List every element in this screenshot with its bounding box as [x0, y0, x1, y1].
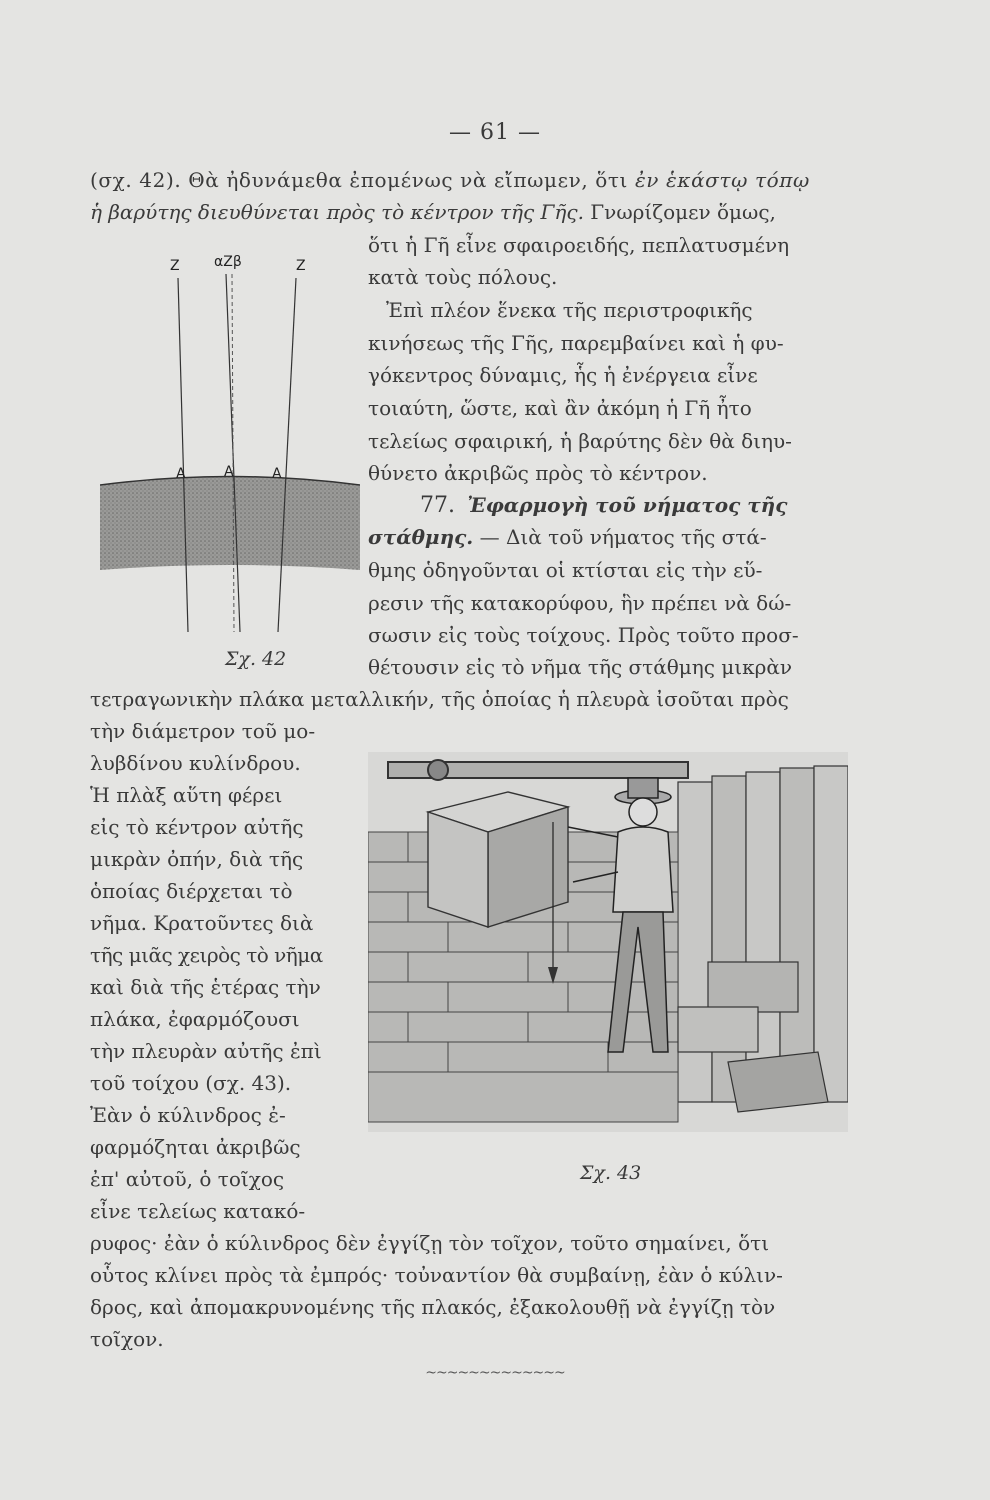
text-line: ὁποίας διέρχεται τὸ [90, 879, 293, 903]
text-line: πλάκα, ἐφαρμόζουσι [90, 1007, 300, 1031]
text-line: εἶνε τελείως κατακό- [90, 1199, 306, 1223]
text-line: μικρὰν ὀπήν, διὰ τῆς [90, 847, 304, 871]
page-number: — 61 — [449, 120, 541, 145]
text-segment: (σχ. 42). Θὰ ἠδυνάμεθα ἐπομένως νὰ εἴπωμεν, ὅτι [90, 168, 628, 192]
scaffold-beam [388, 760, 688, 780]
text-line [368, 522, 767, 552]
text-line: λυβδίνου κυλίνδρου. [90, 751, 301, 775]
text-line: Ἐὰν ὁ κύλινδρος ἐ- [90, 1103, 286, 1127]
text-line: κατὰ τοὺς πόλους. [368, 265, 558, 289]
text-segment: Γνωρίζομεν ὅμως, [590, 200, 776, 224]
text-line: εἰς τὸ κέντρον αὐτῆς [90, 815, 304, 839]
vertical-line-right [278, 278, 296, 632]
text-line: Ἐπὶ πλέον ἕνεκα τῆς περιστροφικῆς [386, 298, 753, 322]
text-line: καὶ διὰ τῆς ἑτέρας τὴν [90, 975, 321, 999]
zenith-label-center: αΖβ [214, 254, 242, 270]
text-line: φαρμόζηται ἀκριβῶς [90, 1135, 301, 1159]
section-title-end: στάθμης. [368, 525, 474, 549]
text-line: θύνετο ἀκριβῶς πρὸς τὸ κέντρον. [368, 461, 708, 485]
section-number: 77. [420, 493, 455, 518]
text-line: ἐπ' αὐτοῦ, ὁ τοῖχος [90, 1167, 285, 1191]
text-line: ρυφος· ἐὰν ὁ κύλινδρος δὲν ἐγγίζῃ τὸν τοῖχον, τοῦτο σημαίνει, ὅτι [90, 1231, 770, 1255]
text-line: σωσιν εἰς τοὺς τοίχους. Πρὸς τοῦτο προσ- [368, 623, 799, 647]
vertical-line-left [178, 278, 188, 632]
stone-block [428, 792, 568, 927]
text-line: ρεσιν τῆς κατακορύφου, ἣν πρέπει νὰ δώ- [368, 591, 792, 615]
text-line: θέτουσιν εἰς τὸ νῆμα τῆς στάθμης μικρὰν [368, 655, 793, 679]
text-line: Ἡ πλὰξ αὕτη φέρει [90, 783, 283, 807]
surface-label-right: A [272, 466, 282, 482]
text-line: δρος, καὶ ἀπομακρυνομένης τῆς πλακός, ἐξακολουθῇ νὰ ἐγγίζῃ τὸν [90, 1295, 776, 1319]
text-segment-italic: ἡ βαρύτης διευθύνεται πρὸς τὸ κέντρον τῆς Γῆς. [90, 200, 584, 224]
surface-label-left: A [176, 466, 186, 482]
text-line: τοιαύτη, ὥστε, καὶ ἂν ἀκόμη ἡ Γῆ ἦτο [368, 396, 752, 420]
text-line: τὴν διάμετρον τοῦ μο- [90, 719, 316, 743]
text-line: οὗτος κλίνει πρὸς τὰ ἐμπρός· τοὐναντίον θὰ συμβαίνῃ, ἐὰν ὁ κύλιν- [90, 1263, 783, 1287]
text-line: τὴν πλευρὰν αὐτῆς ἐπὶ [90, 1039, 322, 1063]
text-line: τοῦ τοίχου (σχ. 43). [90, 1071, 292, 1095]
text-line: τῆς μιᾶς χειρὸς τὸ νῆμα [90, 943, 323, 967]
figure-43-caption: Σχ. 43 [580, 1162, 642, 1184]
text-line: θμης ὁδηγοῦνται οἱ κτίσται εἰς τὴν εὕ- [368, 558, 763, 582]
figure-42 [100, 240, 360, 640]
end-ornament: ~~~~~~~~~~~~~ [425, 1365, 565, 1381]
text-line: κινήσεως τῆς Γῆς, παρεμβαίνει καὶ ἡ φυ- [368, 331, 784, 355]
surface-label-center: A [224, 464, 234, 480]
text-line: τοῖχον. [90, 1327, 164, 1351]
text-line: γόκεντρος δύναμις, ἧς ἡ ἐνέργεια εἶνε [368, 363, 758, 387]
section-title: Ἐφαρμογὴ τοῦ νήματος τῆς [467, 493, 788, 517]
text-segment-italic: ἐν ἑκάστῳ τόπῳ [634, 168, 810, 192]
section-heading [420, 490, 787, 521]
figure-42-caption: Σχ. 42 [225, 648, 287, 670]
figure-43 [368, 752, 848, 1132]
text-line [90, 197, 860, 227]
zenith-label-right: Z [296, 258, 306, 274]
zenith-label-left: Z [170, 258, 180, 274]
text-line: ὅτι ἡ Γῆ εἶνε σφαιροειδής, πεπλατυσμένη [368, 233, 790, 257]
text-line: νῆμα. Κρατοῦντες διὰ [90, 911, 314, 935]
text-line [90, 165, 860, 195]
text-line: τελείως σφαιρική, ἡ βαρύτης δὲν θὰ διηυ- [368, 429, 792, 453]
vertical-line-center [226, 274, 240, 632]
text-segment: — Διὰ τοῦ νήματος τῆς στά- [479, 525, 767, 549]
earth-surface [100, 477, 360, 571]
text-line: τετραγωνικὴν πλάκα μεταλλικήν, τῆς ὁποίας ἡ πλευρὰ ἰσοῦται πρὸς [90, 687, 789, 711]
